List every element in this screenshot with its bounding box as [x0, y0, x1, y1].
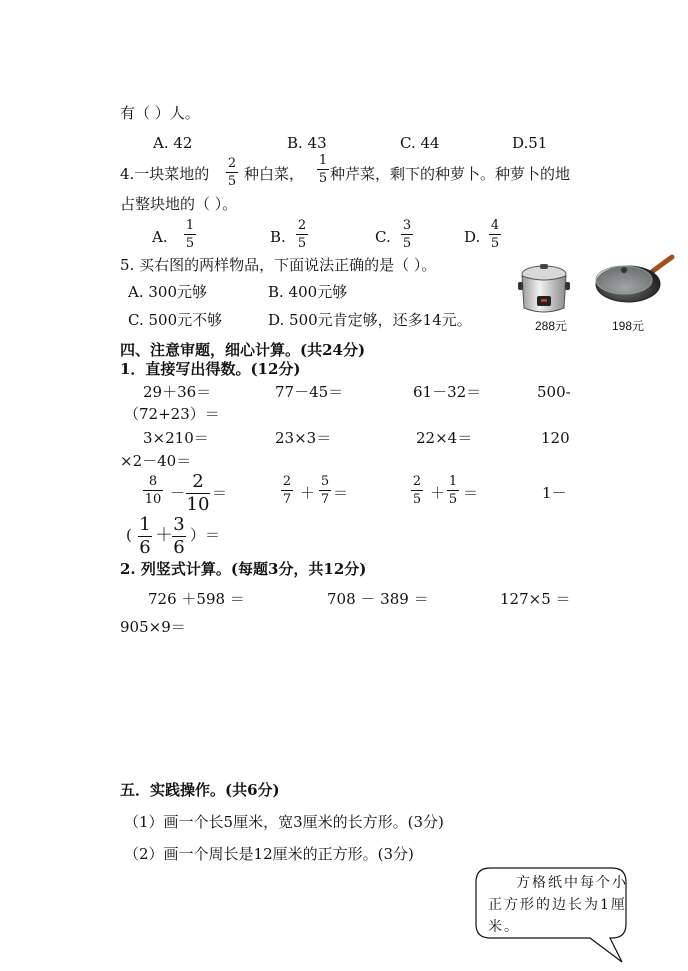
q5-option-d: D. 500元肯定够，还多14元。	[268, 311, 472, 329]
fraction-bar	[411, 490, 423, 491]
q3-option-c: C. 44	[400, 134, 440, 152]
fraction-bar	[226, 172, 238, 173]
q4-option-a-label: A.	[152, 228, 168, 246]
vertical-calc-3: 127×5 ＝	[500, 590, 571, 608]
vertical-calc-2: 708 － 389 ＝	[327, 590, 429, 608]
q4-mid-1: 种白菜，	[244, 165, 305, 183]
calc-3-1-eq: ＝	[212, 484, 228, 502]
wok-pan-icon	[594, 254, 676, 310]
section-5-item-1: （1）画一个长5厘米，宽3厘米的长方形。(3分)	[124, 813, 444, 831]
vertical-calc-1: 726 ＋598 ＝	[148, 590, 245, 608]
fraction-bar	[489, 234, 501, 235]
calc-3-1-op: －	[170, 484, 186, 502]
q5-option-b: B. 400元够	[268, 283, 348, 301]
calc-3-4-open-paren: (	[126, 526, 132, 544]
q4-option-c-fraction	[401, 219, 413, 250]
q4-fraction-2	[317, 154, 329, 185]
calc-1-2: 77－45＝	[275, 383, 344, 401]
calc-3-1-frac-a	[143, 475, 163, 506]
q4-option-a-fraction	[184, 219, 196, 250]
section-4-title: 四、注意审题，细心计算。(共24分)	[120, 341, 366, 359]
rice-cooker-price: 288元	[535, 319, 568, 333]
calc-3-3-frac-b	[447, 475, 459, 506]
q5-stem: 5. 买右图的两样物品，下面说法正确的是（ ）。	[120, 256, 437, 274]
fraction-denominator: 5	[185, 236, 195, 251]
q4-option-d-label: D.	[464, 228, 481, 246]
q4-option-b-fraction	[296, 219, 308, 250]
fraction-bar	[317, 169, 329, 170]
q4-option-b-label: B.	[270, 228, 286, 246]
fraction-denominator: 6	[139, 537, 151, 558]
calc-3-4-close: ）＝	[190, 526, 221, 544]
fraction-denominator: 7	[282, 492, 292, 507]
fraction-bar	[184, 234, 196, 235]
section-5-title: 五．实践操作。(共6分)	[120, 781, 280, 799]
fraction-bar	[296, 234, 308, 235]
fraction-denominator: 10	[144, 492, 162, 507]
q4-prefix: 4.一块菜地的	[120, 165, 210, 183]
calc-3-2-frac-b	[319, 475, 331, 506]
calc-2-1: 3×210＝	[143, 429, 209, 447]
calc-1-4: 500-	[537, 383, 571, 401]
fraction-denominator: 7	[320, 492, 330, 507]
q4-mid-2: 种芹菜，剩下的种萝卜。种萝卜的地	[330, 165, 571, 183]
fraction-numerator: 1	[139, 514, 151, 535]
calc-2-3: 22×4＝	[416, 429, 473, 447]
calc-3-3-frac-a	[411, 475, 423, 506]
fraction-numerator: 3	[173, 514, 185, 535]
q4-option-d-fraction	[489, 219, 501, 250]
rice-cooker-icon	[518, 262, 570, 317]
calc-3-4-frac-a	[138, 516, 152, 557]
fraction-denominator: 10	[186, 494, 210, 515]
calc-3-1-frac-b	[186, 473, 210, 514]
section-4-q2-title: 2. 列竖式计算。(每题3分，共12分)	[120, 560, 367, 578]
fraction-bar	[143, 490, 163, 491]
calc-3-4-frac-b	[172, 516, 186, 557]
q4-line-2: 占整块地的（ ）。	[120, 195, 238, 213]
calc-3-4: 1－	[542, 484, 567, 502]
q5-option-a: A. 300元够	[128, 283, 207, 301]
calc-1-4-cont: （72+23）＝	[124, 405, 220, 423]
calc-2-4: 120	[541, 429, 570, 447]
section-5-item-2: （2）画一个周长是12厘米的正方形。(3分)	[124, 845, 414, 863]
fraction-bar	[319, 490, 331, 491]
q4-fraction-1	[226, 157, 238, 188]
section-4-q1-title: 1．直接写出得数。(12分)	[120, 360, 301, 378]
fraction-denominator: 5	[297, 236, 307, 251]
fraction-numerator: 1	[318, 153, 328, 168]
fraction-numerator: 4	[490, 218, 500, 233]
calc-2-2: 23×3＝	[275, 429, 332, 447]
q3-option-b: B. 43	[287, 134, 327, 152]
fraction-numerator: 2	[297, 218, 307, 233]
calc-2-4-cont: ×2－40＝	[120, 452, 192, 470]
q3-option-a: A. 42	[153, 134, 193, 152]
vertical-calc-4: 905×9＝	[120, 618, 186, 636]
q4-option-c-label: C.	[375, 228, 391, 246]
wok-price: 198元	[612, 319, 645, 333]
calc-1-1: 29＋36＝	[143, 383, 212, 401]
fraction-denominator: 5	[318, 171, 328, 186]
fraction-numerator: 5	[320, 474, 330, 489]
fraction-numerator: 8	[148, 474, 158, 489]
fraction-numerator: 2	[192, 471, 204, 492]
calc-3-3-eq: ＝	[463, 484, 479, 502]
fraction-denominator: 5	[402, 236, 412, 251]
q3-tail: 有（ ）人。	[120, 104, 200, 122]
calc-3-2-eq: ＝	[333, 484, 349, 502]
fraction-denominator: 6	[173, 537, 185, 558]
fraction-denominator: 5	[227, 174, 237, 189]
q3-option-d: D.51	[512, 134, 548, 152]
q5-option-c: C. 500元不够	[128, 311, 223, 329]
calc-3-2-frac-a	[281, 475, 293, 506]
fraction-numerator: 1	[448, 474, 458, 489]
calc-1-3: 61－32＝	[413, 383, 482, 401]
calc-3-4-op: ＋	[155, 525, 173, 546]
fraction-bar	[281, 490, 293, 491]
fraction-numerator: 2	[412, 474, 422, 489]
fraction-numerator: 2	[227, 156, 237, 171]
fraction-denominator: 5	[448, 492, 458, 507]
fraction-denominator: 5	[412, 492, 422, 507]
fraction-denominator: 5	[490, 236, 500, 251]
calc-3-3-op: ＋	[430, 484, 446, 502]
fraction-numerator: 1	[185, 218, 195, 233]
fraction-bar	[447, 490, 459, 491]
fraction-numerator: 2	[282, 474, 292, 489]
speech-bubble-text: 方格纸中每个小正方形的边长为1厘米。	[488, 875, 628, 935]
calc-3-2-op: ＋	[300, 484, 316, 502]
fraction-numerator: 3	[402, 218, 412, 233]
fraction-bar	[401, 234, 413, 235]
